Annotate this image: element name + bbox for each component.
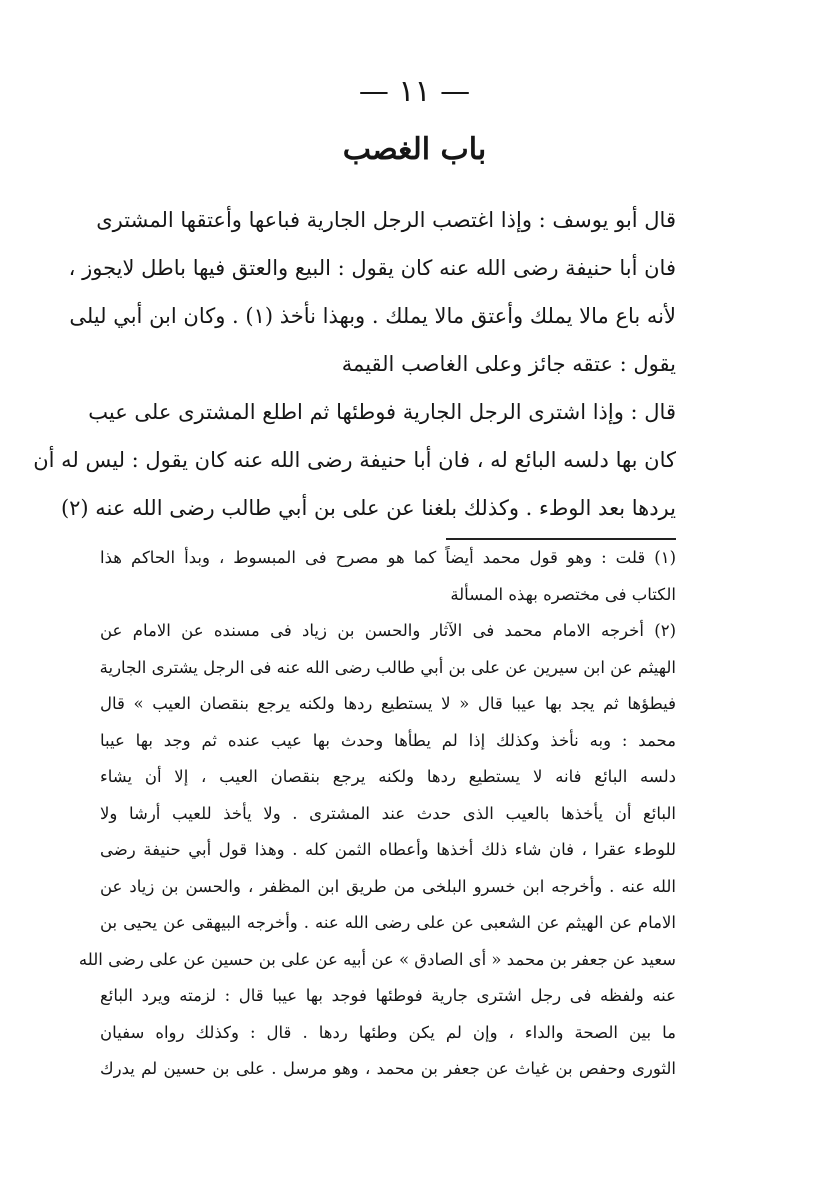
footnote-line: الله عنه . وأخرجه ابن خسرو البلخى من طريق ابن المظفر ، والحسن بن زياد عن (100, 876, 676, 896)
footnote-line: البائع أن يأخذها بالعيب الذى حدث عند المشترى . ولا يأخذ للعيب أرشا ولا (100, 803, 676, 823)
footnote-line: الامام عن الهيثم عن الشعبى عن على رضى الله عنه . وأخرجه البيهقى عن يحيى بن (100, 913, 676, 932)
chapter-title: باب الغصب (342, 132, 487, 167)
footnote-line: الهيثم عن ابن سيرين عن على بن أبي طالب رضى الله عنه فى الرجل يشترى الجارية (99, 657, 676, 677)
footnote-line: سعيد عن جعفر بن محمد « أى الصادق » عن أبيه عن على بن حسين عن على رضى الله (78, 949, 676, 969)
footnote-line: عنه ولفظه فى رجل اشترى جارية فوطئها فوجد بها عيبا قال : لزمته ويرد البائع (100, 986, 676, 1005)
footnote-line: (١) قلت : وهو قول محمد أيضاً كما هو مصرح فى المبسوط ، وبدأ الحاكم هذا (100, 548, 676, 567)
footnote-line: دلسه البائع فانه لا يستطيع ردها ولكنه يرجع بنقصان العيب ، إلا أن يشاء (100, 767, 676, 786)
main-text-line: فان أبا حنيفة رضى الله عنه كان يقول : البيع والعتق فيها باطل لايجوز ، (68, 256, 676, 280)
main-text-line: كان بها دلسه البائع له ، فان أبا حنيفة رضى الله عنه كان يقول : ليس له أن (33, 448, 676, 472)
footnote-line: الكتاب فى مختصره بهذه المسألة (450, 584, 676, 604)
footnotes (78, 540, 676, 1088)
footnote-line: ما بين الصحة والداء ، وإن لم يكن وطئها ردها . قال : وكذلك رواه سفيان (100, 1022, 676, 1042)
main-text-line: يردها بعد الوطء . وكذلك بلغنا عن على بن أبي طالب رضى الله عنه (٢) (60, 496, 676, 520)
footnote-line: محمد : وبه نأخذ وكذلك إذا لم يطأها وحدث بها عيب عنده ثم وجد بها عيبا (100, 730, 676, 750)
main-text (33, 196, 676, 532)
footnote-line: (٢) أخرجه الامام محمد فى الآثار والحسن بن زياد فى مسنده عن الامام عن (100, 621, 676, 640)
page-number: — ١١ — (358, 74, 471, 109)
main-text-line: يقول : عتقه جائز وعلى الغاصب القيمة (341, 352, 676, 376)
main-text-line: قال : وإذا اشترى الرجل الجارية فوطئها ثم اطلع المشترى على عيب (88, 400, 676, 424)
footnote-line: فيطؤها ثم يجد بها عيبا قال « لا يستطيع ردها ولكنه يرجع بنقصان العيب » قال (100, 694, 676, 713)
main-text-line: لأنه باع مالا يملك وأعتق مالا يملك . وبهذا نأخذ (١) . وكان ابن أبي ليلى (69, 304, 676, 328)
main-text-line: قال أبو يوسف : وإذا اغتصب الرجل الجارية فباعها وأعتقها المشترى (96, 208, 676, 232)
footnote-line: للوطء عقرا ، فان شاء ذلك أخذها وأعطاه الثمن كله . وهذا قول أبي حنيفة رضى (100, 840, 676, 859)
footnote-line: الثورى وحفص بن غياث عن جعفر بن محمد ، وهو مرسل . على بن حسين لم يدرك (100, 1059, 676, 1078)
